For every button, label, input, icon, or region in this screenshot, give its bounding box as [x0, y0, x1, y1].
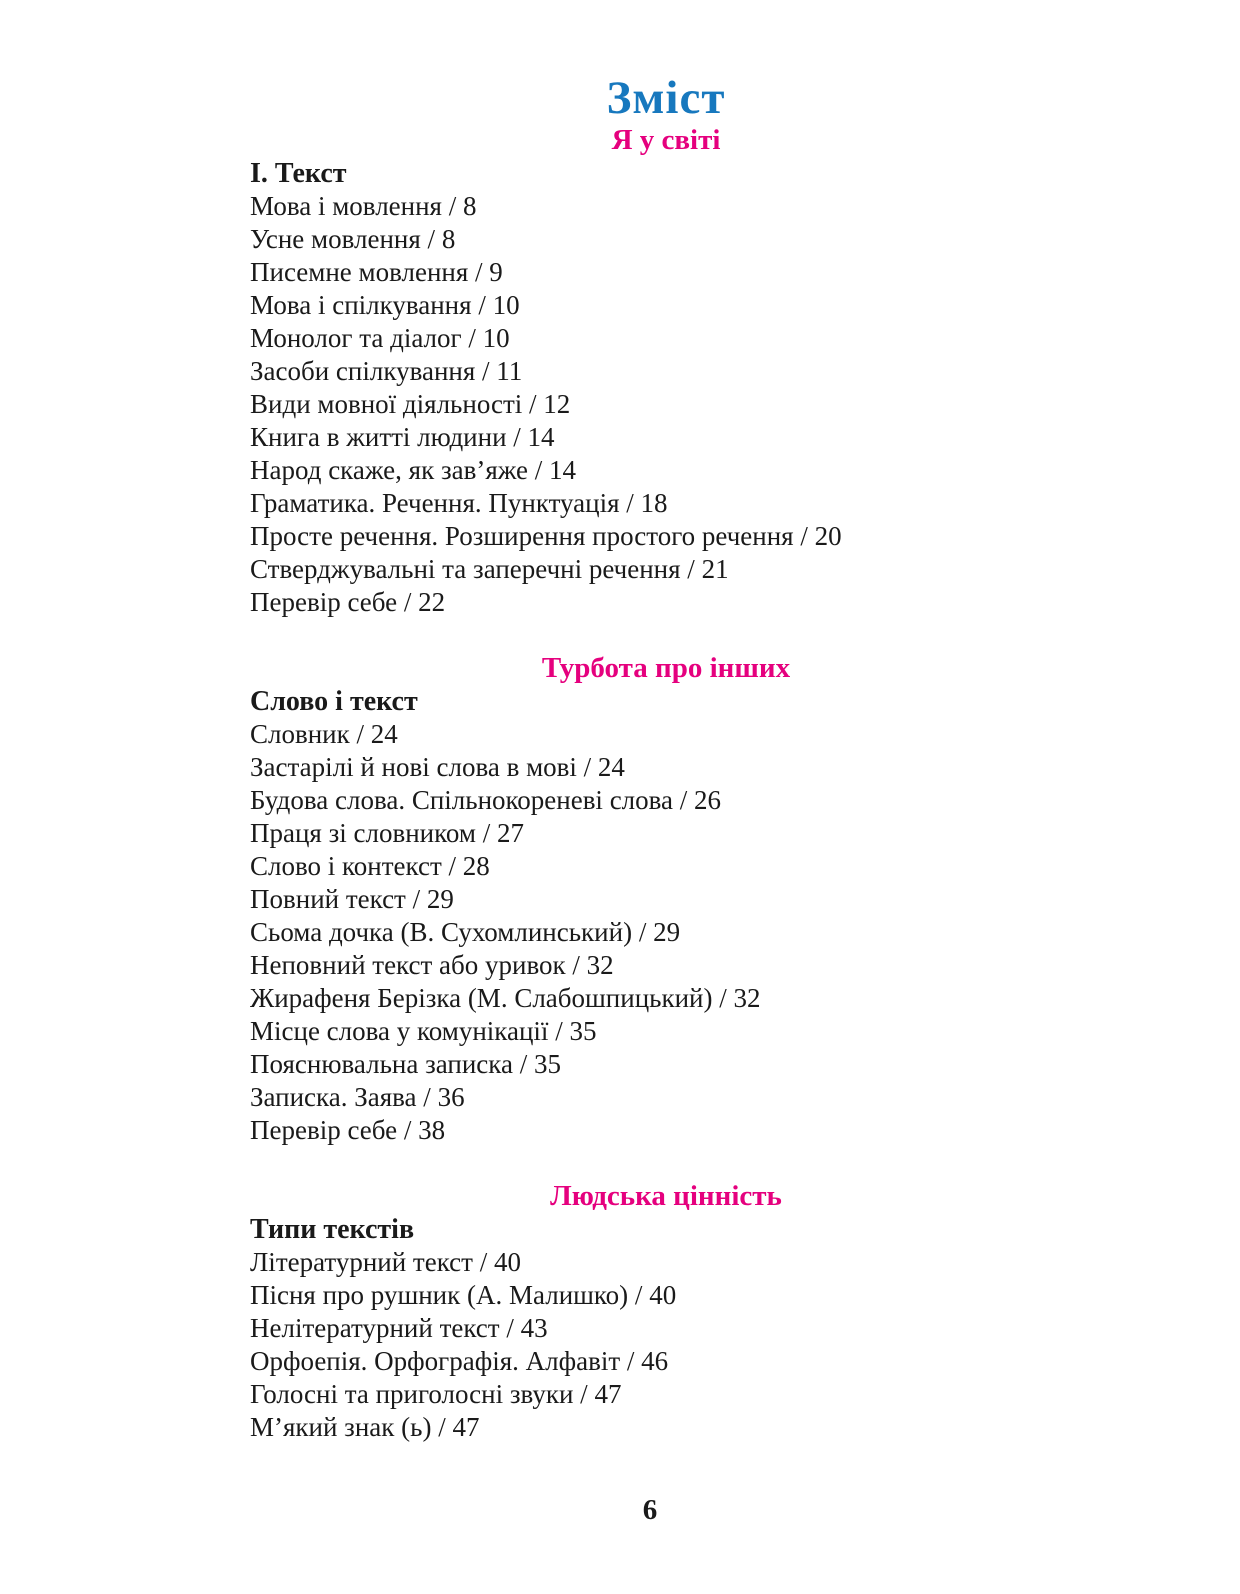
toc-entry-divider: / [512, 1049, 534, 1079]
toc-entry-label: Слово і контекст [250, 851, 442, 881]
toc-entry-divider: / [431, 1412, 453, 1442]
page-number: 6 [642, 1494, 658, 1526]
toc-entry-label: Мова і мовлення [250, 191, 442, 221]
toc-entry [250, 1048, 1082, 1081]
toc-entry [250, 1114, 1082, 1147]
toc-entry-label: Граматика. Речення. Пунктуація [250, 488, 620, 518]
toc-entry-page: 24 [597, 752, 625, 782]
toc-entry-page: 29 [426, 884, 454, 914]
toc-entry-page: 8 [462, 191, 477, 221]
toc-entry-divider: / [619, 488, 641, 518]
toc-entry [250, 916, 1082, 949]
toc-entry-divider: / [397, 1115, 419, 1145]
toc-entry-page: 29 [653, 917, 681, 947]
toc-entry-page: 18 [640, 488, 668, 518]
toc-entry-page: 46 [641, 1346, 669, 1376]
section-heading: Турбота про інших [541, 652, 791, 684]
toc-entry-page: 12 [543, 389, 571, 419]
toc-entry-divider: / [522, 389, 544, 419]
toc-entry [250, 421, 1082, 454]
toc-entry-page: 10 [492, 290, 520, 320]
toc-entry [250, 982, 1082, 1015]
toc-entry-label: Усне мовлення [250, 224, 421, 254]
toc-entry-label: Сьома дочка (В. Сухомлинський) [250, 917, 633, 947]
toc-entry-page: 10 [482, 323, 510, 353]
toc-entry-divider: / [499, 1313, 521, 1343]
toc-entry-page: 47 [452, 1412, 480, 1442]
toc-section [250, 124, 1082, 619]
toc-entry [250, 817, 1082, 850]
toc-entry-label: Перевір себе [250, 587, 398, 617]
section-entries [250, 1246, 1082, 1444]
toc-entry-divider: / [548, 1016, 570, 1046]
toc-entry [250, 388, 1082, 421]
toc-entry-divider: / [573, 1379, 595, 1409]
toc-entry-label: Писемне мовлення [250, 257, 469, 287]
toc-entry-label: Мова і спілкування [250, 290, 472, 320]
toc-entry [250, 586, 1082, 619]
toc-entry-divider: / [349, 719, 371, 749]
toc-entry-divider: / [712, 983, 734, 1013]
toc-entry-page: 47 [594, 1379, 622, 1409]
toc-entry-page: 26 [694, 785, 722, 815]
toc-entry-divider: / [441, 191, 463, 221]
toc-entry-page: 22 [418, 587, 446, 617]
toc-entry-divider: / [475, 356, 497, 386]
toc-entry-divider: / [576, 752, 598, 782]
toc-entry-divider: / [471, 290, 493, 320]
toc-entry-label: Праця зі словником [250, 818, 476, 848]
toc-entry-label: Місце слова у комунікації [250, 1016, 549, 1046]
section-subheading: Слово і текст [250, 686, 418, 717]
toc-entry [250, 190, 1082, 223]
toc-entry-label: Жирафеня Берізка (М. Слабошпицький) [250, 983, 713, 1013]
toc-content [250, 72, 1082, 1444]
toc-entry-divider: / [628, 1280, 650, 1310]
toc-entry-label: Монолог та діалог [250, 323, 462, 353]
toc-entry-divider: / [468, 257, 490, 287]
section-entries [250, 718, 1082, 1147]
toc-entry-divider: / [620, 1346, 642, 1376]
toc-entry-page: 32 [733, 983, 761, 1013]
toc-entry-page: 38 [418, 1115, 446, 1145]
toc-entry-label: Засоби спілкування [250, 356, 476, 386]
toc-entry-page: 9 [489, 257, 503, 287]
toc-entry [250, 1081, 1082, 1114]
toc-entry-divider: / [475, 818, 497, 848]
toc-entry-label: М’який знак (ь) [250, 1412, 432, 1442]
toc-entry [250, 1345, 1082, 1378]
toc-entry [250, 883, 1082, 916]
toc-entry-label: Словник [250, 719, 350, 749]
toc-entry [250, 487, 1082, 520]
toc-entry-page: 27 [496, 818, 524, 848]
section-entries [250, 190, 1082, 619]
toc-entry-page: 14 [527, 422, 555, 452]
section-subheading: І. Текст [250, 158, 347, 189]
toc-entry-page: 32 [586, 950, 614, 980]
toc-entry-label: Записка. Заява [250, 1082, 417, 1112]
toc-entry-page: 20 [814, 521, 842, 551]
section-heading: Я у світі [611, 124, 721, 156]
toc-entry-divider: / [528, 455, 550, 485]
toc-entry [250, 784, 1082, 817]
toc-entry-label: Пояснювальна записка [250, 1049, 513, 1079]
toc-entry [250, 1411, 1082, 1444]
toc-entry-divider: / [472, 1247, 494, 1277]
toc-entry-divider: / [632, 917, 654, 947]
toc-section [250, 1180, 1082, 1444]
toc-entry-label: Застарілі й нові слова в мові [250, 752, 577, 782]
toc-entry-page: 21 [701, 554, 729, 584]
toc-entry [250, 355, 1082, 388]
toc-entry-label: Пісня про рушник (А. Малишко) [250, 1280, 629, 1310]
toc-entry-divider: / [397, 587, 419, 617]
toc-entry [250, 322, 1082, 355]
toc-entry-divider: / [565, 950, 587, 980]
toc-entry-label: Голосні та приголосні звуки [250, 1379, 574, 1409]
toc-entry-divider: / [441, 851, 463, 881]
toc-entry-divider: / [420, 224, 442, 254]
toc-entry-label: Види мовної діяльності [250, 389, 523, 419]
toc-entry [250, 1015, 1082, 1048]
toc-entry-page: 40 [493, 1247, 521, 1277]
toc-entry-label: Перевір себе [250, 1115, 398, 1145]
toc-entry-label: Літературний текст [250, 1247, 473, 1277]
toc-entry-page: 35 [533, 1049, 561, 1079]
toc-entry-page: 8 [441, 224, 456, 254]
toc-entry [250, 1279, 1082, 1312]
toc-entry [250, 949, 1082, 982]
toc-sections [250, 124, 1082, 1444]
toc-entry [250, 850, 1082, 883]
toc-entry-divider: / [416, 1082, 438, 1112]
toc-entry-label: Неповний текст або уривок [250, 950, 566, 980]
toc-entry [250, 553, 1082, 586]
toc-entry-divider: / [405, 884, 427, 914]
toc-entry [250, 1378, 1082, 1411]
toc-entry-label: Просте речення. Розширення простого речення [250, 521, 794, 551]
section-subheading: Типи текстів [250, 1214, 415, 1245]
toc-entry-divider: / [673, 785, 695, 815]
toc-entry-label: Орфоепія. Орфографія. Алфавіт [250, 1346, 621, 1376]
toc-entry [250, 1246, 1082, 1279]
toc-entry-page: 14 [549, 455, 577, 485]
toc-entry-page: 36 [437, 1082, 465, 1112]
toc-entry-label: Народ скаже, як зав’яже [250, 455, 529, 485]
toc-entry [250, 520, 1082, 553]
toc-entry-label: Стверджувальні та заперечні речення [250, 554, 681, 584]
toc-entry-divider: / [793, 521, 815, 551]
toc-entry [250, 1312, 1082, 1345]
toc-entry [250, 454, 1082, 487]
toc-entry-divider: / [680, 554, 702, 584]
toc-entry-label: Нелітературний текст [250, 1313, 500, 1343]
toc-entry-divider: / [506, 422, 528, 452]
toc-section [250, 652, 1082, 1147]
toc-entry-divider: / [461, 323, 483, 353]
toc-entry [250, 751, 1082, 784]
page-title: Зміст [606, 72, 726, 124]
toc-entry [250, 223, 1082, 256]
section-heading: Людська цінність [550, 1180, 782, 1212]
toc-entry [250, 289, 1082, 322]
toc-entry-page: 24 [370, 719, 398, 749]
toc-entry-page: 43 [520, 1313, 548, 1343]
toc-entry [250, 256, 1082, 289]
toc-entry-label: Повний текст [250, 884, 406, 914]
toc-entry-label: Книга в житті людини [250, 422, 507, 452]
toc-entry-page: 28 [462, 851, 490, 881]
toc-entry-page: 40 [649, 1280, 677, 1310]
toc-entry-page: 11 [496, 356, 523, 386]
toc-entry-page: 35 [569, 1016, 597, 1046]
toc-entry [250, 718, 1082, 751]
toc-entry-label: Будова слова. Спільнокореневі слова [250, 785, 674, 815]
